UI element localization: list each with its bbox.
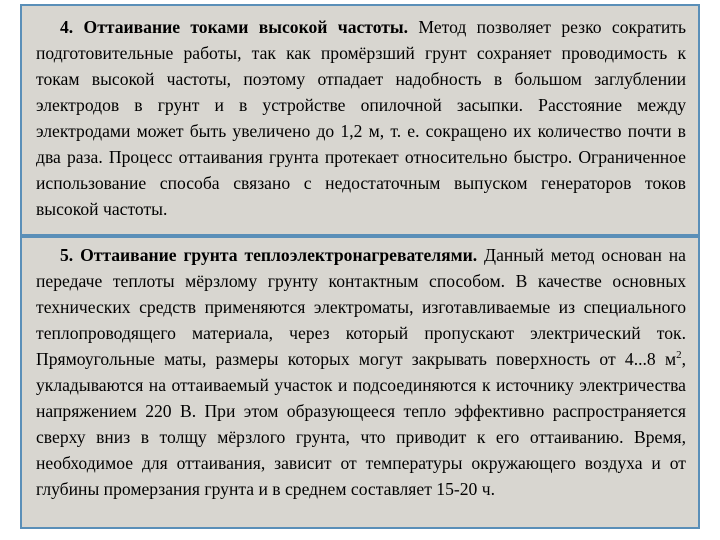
section-4-panel: [20, 4, 700, 236]
section-5-heading: 5. Оттаивание грунта теплоэлектронагревателями.: [60, 245, 478, 265]
section-5-panel: [20, 236, 700, 529]
section-4-body: Метод позволяет резко сократить подготовительные работы, так как промёрзший грунт сохраняет проводимость к токам высокой частоты, поэтому отпадает надобность в большом заглублении электродов в грунт и в устройстве опилочной засыпки. Расстояние между электродами может быть увеличено до 1,2 м, т. е. сокращено их количество почти в два раза. Процесс оттаивания грунта протекает относительно быстро. Ограниченное использование способа связано с недостаточным выпуском генераторов токов высокой частоты.: [36, 17, 687, 219]
section-4-heading: 4. Оттаивание токами высокой частоты.: [60, 17, 409, 37]
section-5-paragraph: [36, 242, 686, 502]
section-5-body-part-1: Данный метод основан на передаче теплоты мёрзлому грунту контактным способом. В качестве основных технических средств применяются электроматы, изготавливаемые из специального теплопроводящего материала, через который пропускают электрический ток. Прямоугольные маты, размеры которых могут закрывать поверхность от 4...8 м: [36, 245, 686, 369]
square-meter-superscript: 2: [676, 349, 682, 362]
section-4-paragraph: [36, 14, 686, 222]
section-5-body-part-2: , укладываются на оттаиваемый участок и подсоединяются к источнику электричества напряжением 220 В. При этом образующееся тепло эффективно распространяется сверху вниз в толщу мёрзлого грунта, что приводит к его оттаиванию. Время, необходимое для оттаивания, зависит от температуры окружающего воздуха и от глубины промерзания грунта и в среднем составляет 15-20 ч.: [36, 349, 686, 499]
